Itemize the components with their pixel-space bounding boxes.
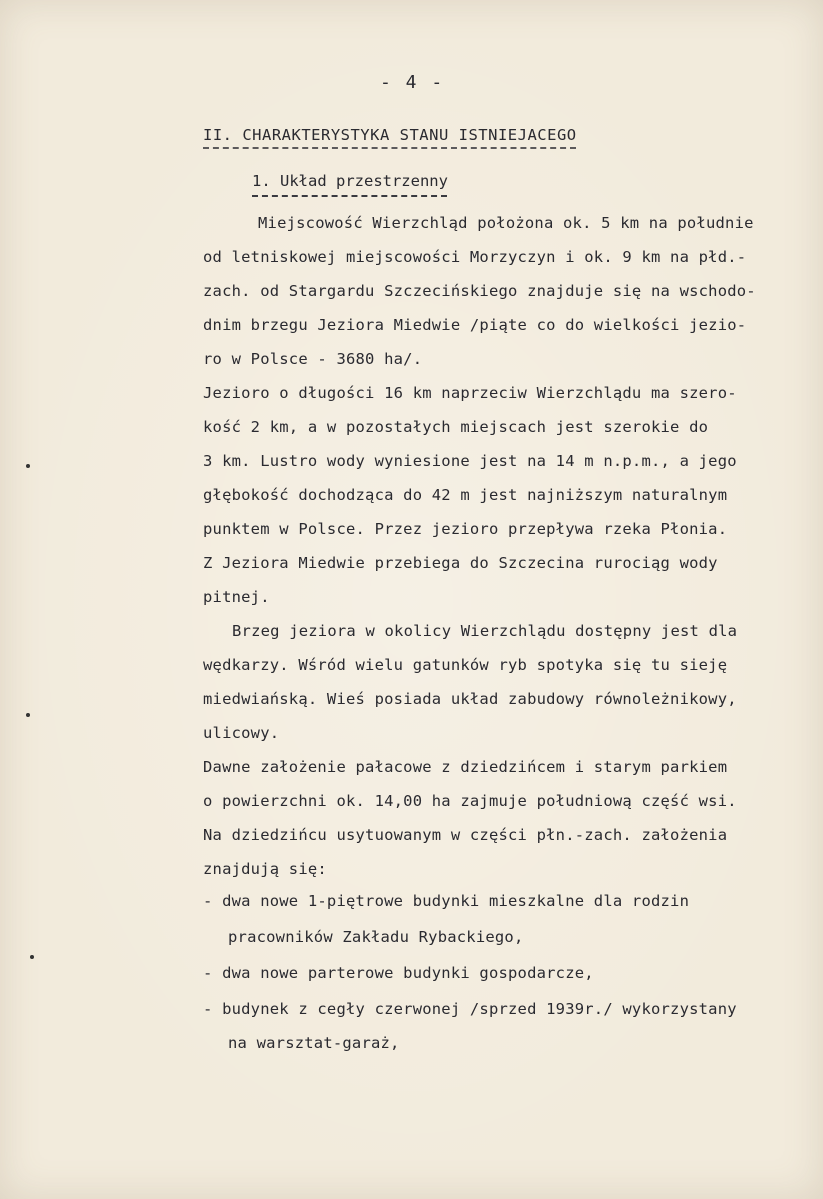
text-line: Brzeg jeziora w okolicy Wierzchlądu dostępny jest dla (232, 622, 738, 640)
text-line: wędkarzy. Wśród wielu gatunków ryb spotyka się tu sieję (203, 656, 728, 674)
text-line: miedwiańską. Wieś posiada układ zabudowy równoleżnikowy, (203, 690, 737, 708)
list-item-continuation: na warsztat-garaż, (228, 1034, 400, 1052)
text-line: pitnej. (203, 588, 270, 606)
text-line: Z Jeziora Miedwie przebiega do Szczecina rurociąg wody (203, 554, 718, 572)
text-line: Na dziedzińcu usytuowanym w części płn.-zach. założenia (203, 826, 728, 844)
list-item: - dwa nowe 1-piętrowe budynki mieszkalne dla rodzin (203, 892, 690, 910)
text-line: Miejscowość Wierzchląd położona ok. 5 km na południe (258, 214, 754, 232)
text-line: głębokość dochodząca do 42 m jest najniższym naturalnym (203, 486, 728, 504)
binding-hole-mark (30, 955, 34, 959)
text-line: ro w Polsce - 3680 ha/. (203, 350, 423, 368)
subheading-underline (252, 195, 447, 197)
text-line: Dawne założenie pałacowe z dziedzińcem i starym parkiem (203, 758, 728, 776)
list-item-continuation: pracowników Zakładu Rybackiego, (228, 928, 524, 946)
text-line: punktem w Polsce. Przez jezioro przepływa rzeka Płonia. (203, 520, 728, 538)
list-item: - budynek z cegły czerwonej /sprzed 1939r./ wykorzystany (203, 1000, 737, 1018)
text-line: dnim brzegu Jeziora Miedwie /piąte co do wielkości jezio- (203, 316, 747, 334)
text-line: od letniskowej miejscowości Morzyczyn i ok. 9 km na płd.- (203, 248, 747, 266)
subsection-heading: 1. Układ przestrzenny (252, 172, 448, 190)
text-line: znajdują się: (203, 860, 327, 878)
section-heading: II. CHARAKTERYSTYKA STANU ISTNIEJACEGO (203, 126, 577, 144)
text-line: Jezioro o długości 16 km naprzeciw Wierzchlądu ma szero- (203, 384, 737, 402)
text-line: 3 km. Lustro wody wyniesione jest na 14 m n.p.m., a jego (203, 452, 737, 470)
text-line: ulicowy. (203, 724, 280, 742)
list-item: - dwa nowe parterowe budynki gospodarcze, (203, 964, 594, 982)
binding-hole-mark (26, 713, 30, 717)
binding-hole-mark (26, 464, 30, 468)
text-line: kość 2 km, a w pozostałych miejscach jest szerokie do (203, 418, 709, 436)
text-line: o powierzchni ok. 14,00 ha zajmuje południową część wsi. (203, 792, 737, 810)
page-number: - 4 - (380, 72, 445, 93)
text-line: zach. od Stargardu Szczecińskiego znajduje się na wschodo- (203, 282, 756, 300)
